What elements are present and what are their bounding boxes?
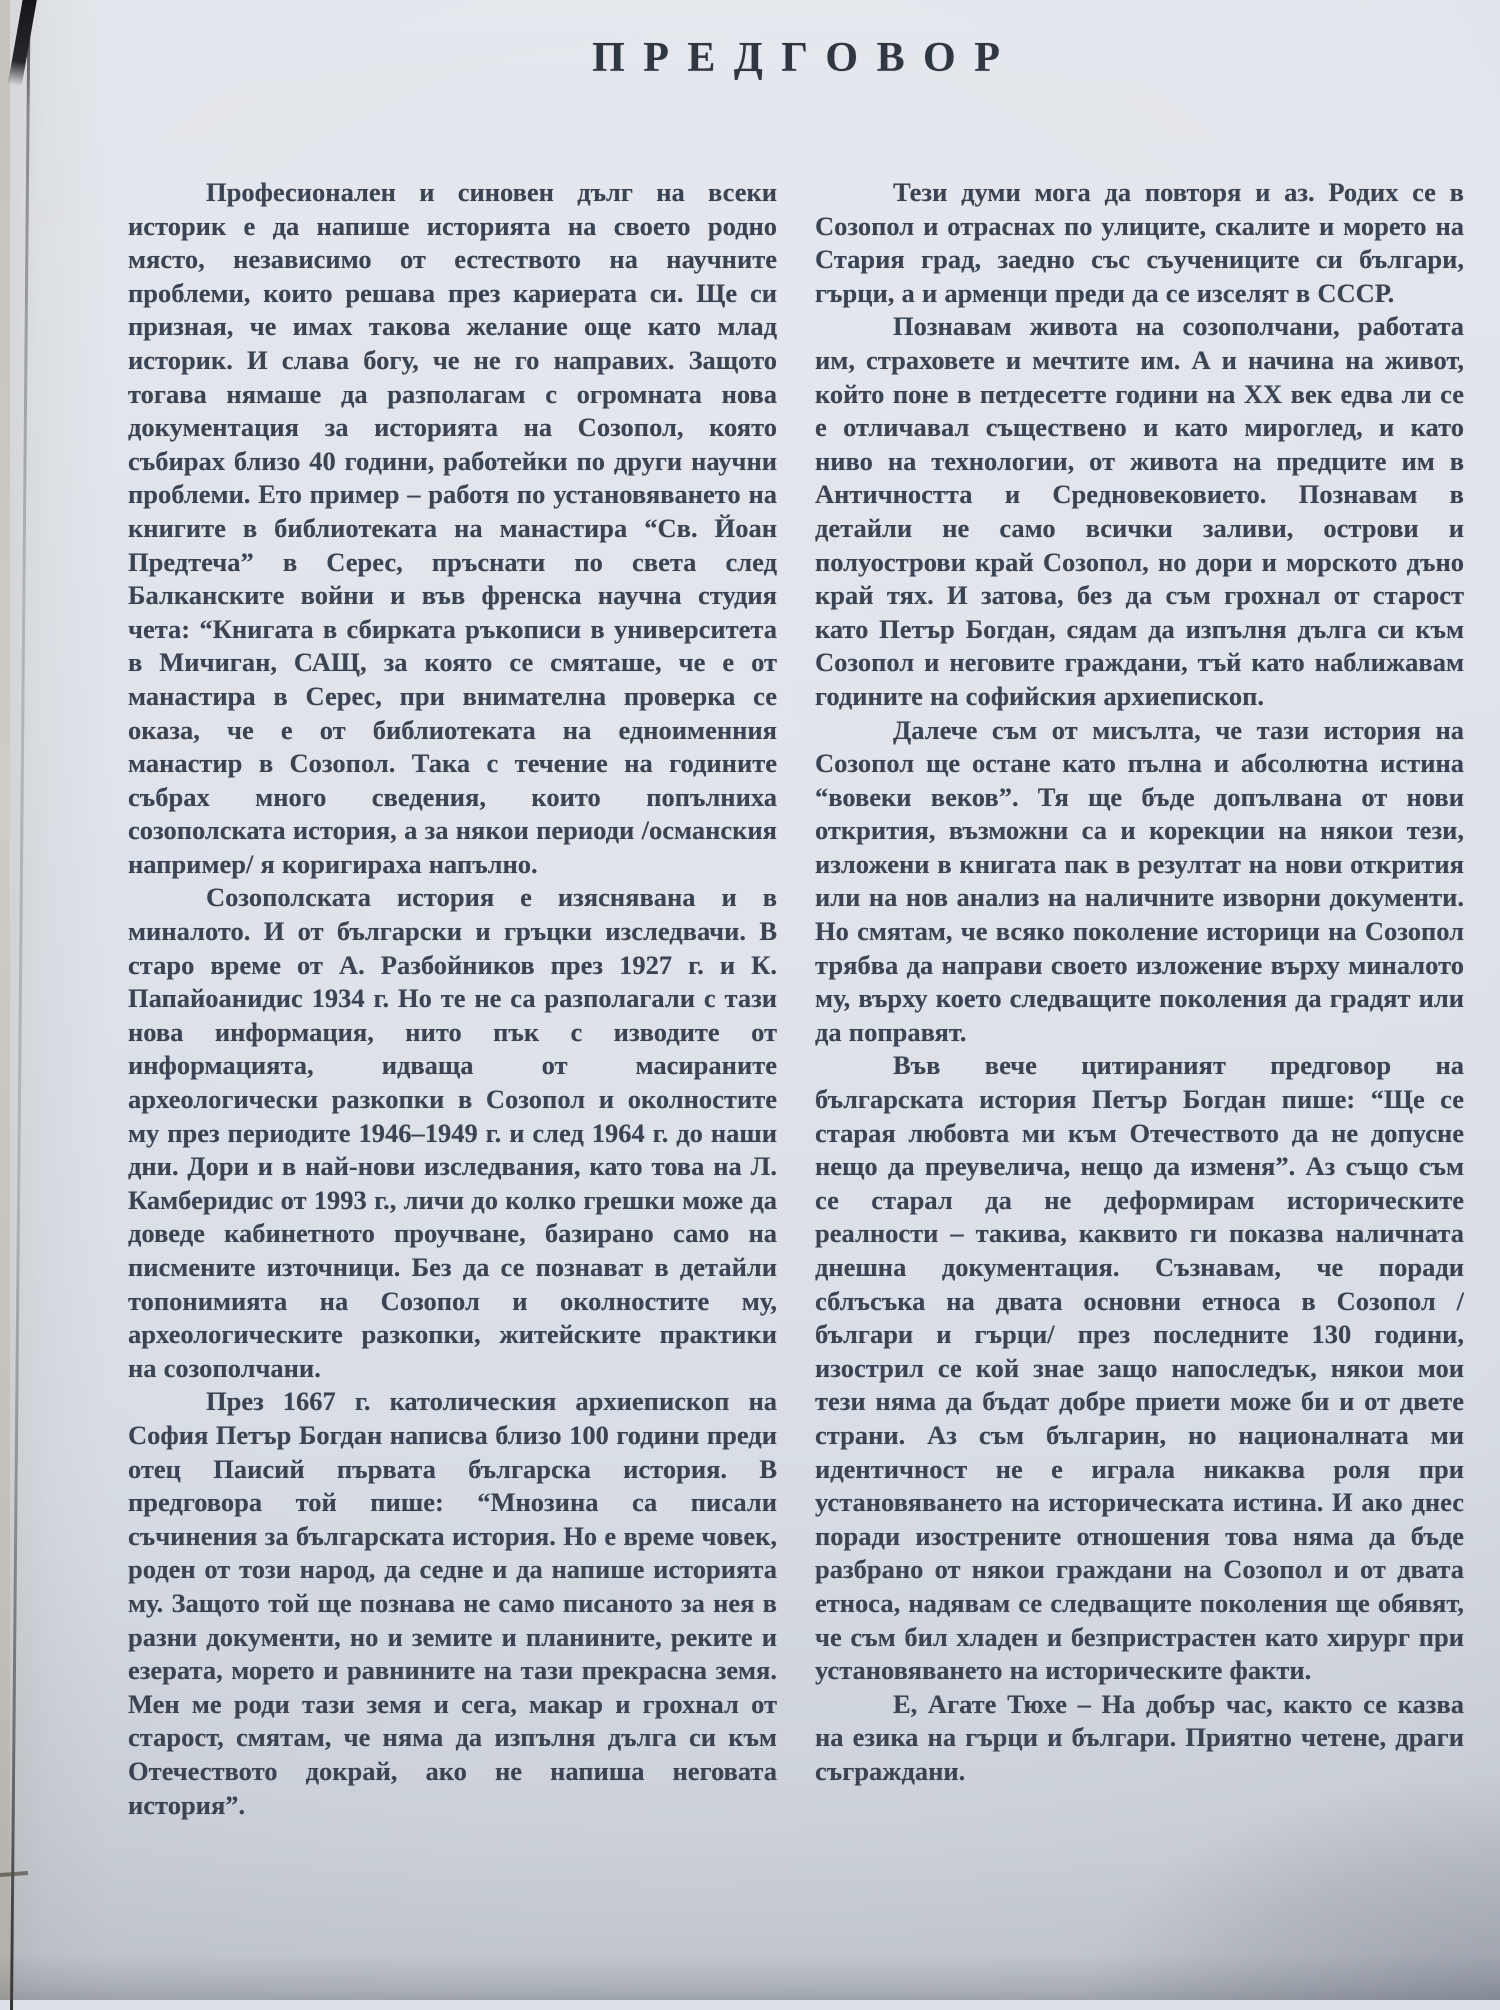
paragraph: Познавам живота на созополчани, работата им, страховете и мечтите им. А и начина на живот, който поне в петдесетте години на ХХ век едва ли се е отличавал съществено и като мироглед, и като ниво на технологии, от живота на предците им в Античността и Средновековието. Познавам в детайли не само всички заливи, острови и полуострови край Созопол, но дори и морското дъно край тях. И затова, без да съм грохнал от старост като Петър Богдан, сядам да изпълня дълга си към Созопол и неговите граждани, тъй като наближавам годините на софийския архиепископ.	[815, 311, 1464, 711]
paragraph: Тези думи мога да повторя и аз. Родих се в Созопол и отраснах по улиците, скалите и морето на Стария град, заедно със съучениците си българи, гърци, а и арменци преди да се изселят в СССР.	[815, 177, 1464, 308]
text-columns	[128, 176, 1464, 1822]
book-edge-strip	[0, 0, 10, 2000]
paragraph: През 1667 г. католическия архиепископ на София Петър Богдан написва близо 100 години преди отец Паисий първата българска история. В предговора той пише: “Мнозина са писали съчинения за българската история. Но е време човек, роден от този народ, да седне и да напише историята му. Защото той ще познава не само писаното за нея в разни документи, но и земите и планините, реките и езерата, морето и равнините на тази прекрасна земя. Мен ме роди тази земя и сега, макар и грохнал от старост, смятам, че няма да изпълня дълга си към Отечеството докрай, ако не напиша неговата история”.	[128, 1386, 777, 1820]
top-left-corner-mark	[8, 0, 38, 86]
left-column	[128, 176, 777, 1822]
right-column	[815, 176, 1464, 1822]
paragraph: Далече съм от мисълта, че тази история на Созопол ще остане като пълна и абсолютна истина “вовеки веков”. Тя ще бъде допълвана от нови открития, възможни са и корекции на някои тези, изложени в книгата пак в резултат на нови открития или на нов анализ на наличните изворни документи. Но смятам, че всяко поколение историци на Созопол трябва да направи своето изложение върху миналото му, върху което следващите поколения да градят или да поправят.	[815, 714, 1464, 1047]
paragraph: Във вече цитираният предговор на българската история Петър Богдан пише: “Ще се старая любовта ми към Отечеството да не допусне нещо да преувелича, нещо да изменя”. Аз също съм се старал да не деформирам историческите реалности – такива, каквито ги показва наличната днешна документация. Съзнавам, че поради сблъсъка на двата основни етноса в Созопол /българи и гърци/ през последните 130 години, изострил се кой знае защо напоследък, някои мои тези няма да бъдат добре приети може би и от двете страни. Аз съм българин, но националната ми идентичност не е играла никаква роля при установяването на историческата истина. И ако днес поради изострените отношения това няма да бъде разбрано от някои граждани на Созопол и от двата етноса, надявам се следващите поколения ще обявят, че съм бил хладен и безпристрастен като хирург при установяването на историческите факти.	[815, 1050, 1464, 1686]
page-edge-line	[10, 0, 31, 2010]
paragraph: Е, Агате Тюхе – На добър час, както се казва на езика на гърци и българи. Приятно четене, драги съграждани.	[815, 1688, 1464, 1786]
bottom-right-corner-shadow	[1080, 1770, 1500, 2000]
paragraph: Созополската история е изяснявана и в миналото. И от български и гръцки изследвачи. В старо време от А. Разбойников през 1927 г. и К. Папайоанидис 1934 г. Но те не са разполагали с тази нова информация, нито пък с изводите от информацията, идваща от масираните археологически разкопки в Созопол и околностите му през периодите 1946–1949 г. и след 1964 г. до наши дни. Дори и в най-нови изследвания, като това на Л. Камберидис от 1993 г., личи до колко грешки може да доведе кабинетното проучване, базирано само на писмените източници. Без да се познават в детайли топонимията на Созопол и околностите му, археологическите разкопки, житейските практики на созополчани.	[128, 882, 777, 1383]
page-title: ПРЕДГОВОР	[592, 35, 1019, 81]
page-content	[128, 0, 1464, 1820]
paragraph: Професионален и синовен дълг на всеки историк е да напише историята на своето родно място, независимо от естеството на научните проблеми, които решава през кариерата си. Ще си призная, че имах такова желание още като млад историк. И слава богу, че не го направих. Защото тогава нямаше да разполагам с огромната нова документация за историята на Созопол, която събирах близо 40 години, работейки по други научни проблеми. Ето пример – работя по установяването на книгите в библиотеката на манастира “Св. Йоан Предтеча” в Серес, пръснати по света след Балканските войни и във френска научна студия чета: “Книгата в сбирката ръкописи в университета в Мичиган, САЩ, за която се смяташе, че е от манастира в Серес, при внимателна проверка се оказа, че е от библиотеката на едноименния манастир в Созопол. Така с течение на годините събрах много сведения, които попълниха созополската история, а за някои периоди /османския например/ я коригираха напълно.	[128, 177, 777, 879]
